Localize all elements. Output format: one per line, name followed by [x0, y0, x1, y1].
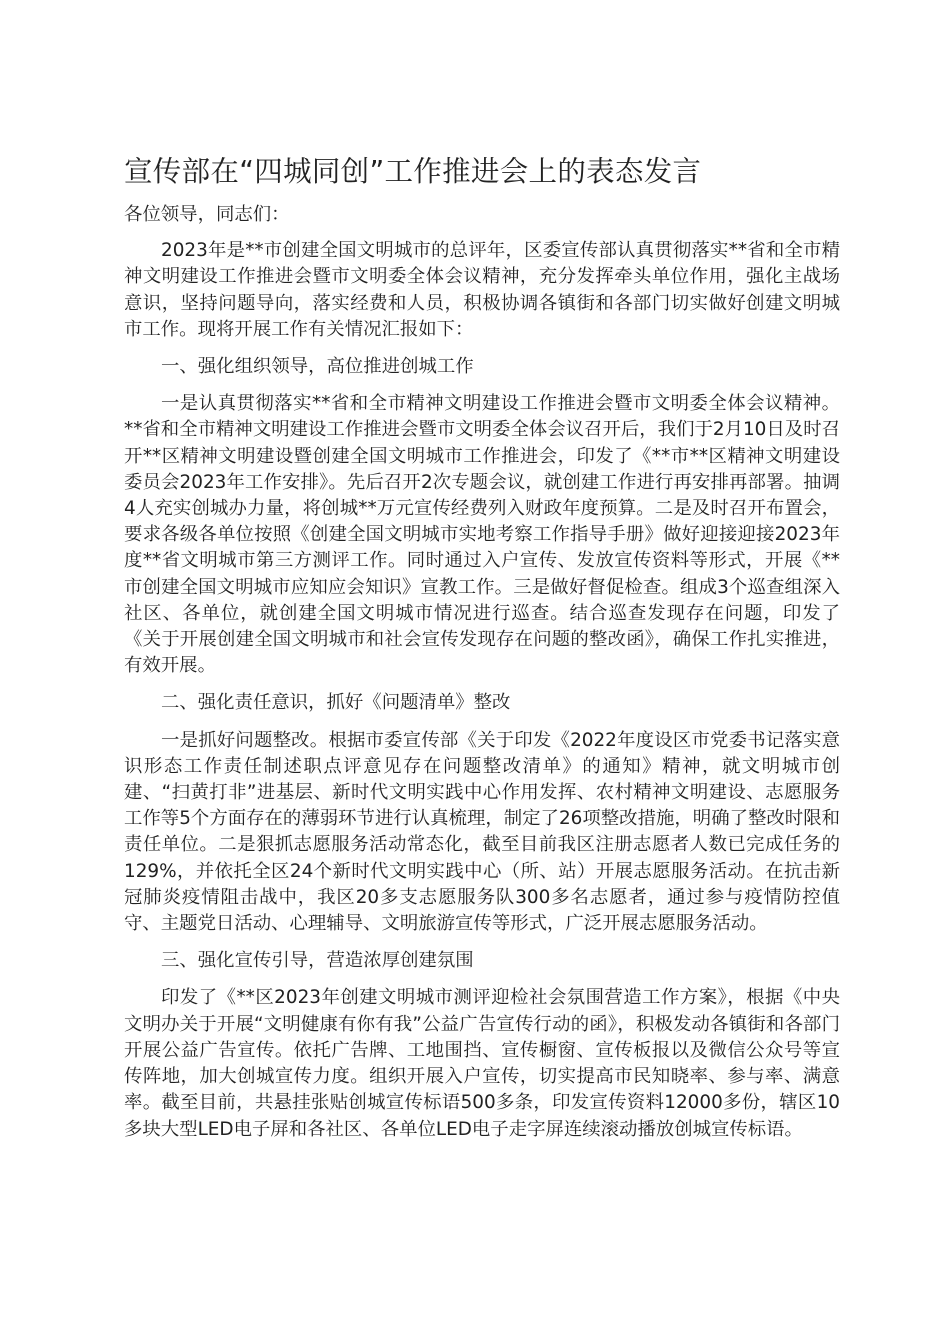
document-page [124, 150, 840, 1143]
section-heading-3: 三、强化宣传引导，营造浓厚创建氛围 [161, 950, 474, 972]
section-heading-1: 一、强化组织领导，高位推进创城工作 [161, 356, 474, 378]
greeting: 各位领导，同志们： [124, 204, 290, 225]
intro-paragraph: 2023年是**市创建全国文明城市的总评年，区委宣传部认真贯彻落实**省和全市精神文明建设工作推进会暨市文明委全体会议精神，充分发挥牵头单位作用，强化主战场意识，坚持问题导向，落实经费和人员，积极协调各镇街和各部门切实做好创建文明城市工作。现将开展工作有关情况汇报如下： [124, 240, 840, 340]
section-2-body: 一是抓好问题整改。根据市委宣传部《关于印发《2022年度设区市党委书记落实意识形态工作责任制述职点评意见存在问题整改清单》的通知》精神，就文明城市创建、“扫黄打非”进基层、新时代文明实践中心作用发挥、农村精神文明建设、志愿服务工作等5个方面存在的薄弱环节进行认真梳理，制定了26项整改措施，明确了整改时限和责任单位。二是狠抓志愿服务活动常态化，截至目前我区注册志愿者人数已完成任务的129%，并依托全区24个新时代文明实践中心（所、站）开展志愿服务活动。在抗击新冠肺炎疫情阻击战中，我区20多支志愿服务队300多名志愿者，通过参与疫情防控值守、主题党日活动、心理辅导、文明旅游宣传等形式，广泛开展志愿服务活动。 [124, 729, 840, 935]
section-heading-2: 二、强化责任意识，抓好《问题清单》整改 [161, 692, 511, 714]
section-3-body: 印发了《**区2023年创建文明城市测评迎检社会氛围营造工作方案》，根据《中央文明办关于开展“文明健康有你有我”公益广告宣传行动的函》，积极发动各镇街和各部门开展公益广告宣传。依托广告牌、工地围挡、宣传橱窗、宣传板报以及微信公众号等宣传阵地，加大创城宣传力度。组织开展入户宣传，切实提高市民知晓率、参与率、满意率。截至目前，共悬挂张贴创城宣传标语500多条，印发宣传资料12000多份，辖区10多块大型LED电子屏和各社区、各单位LED电子走字屏连续滚动播放创城宣传标语。 [124, 987, 840, 1140]
document-title: 宣传部在“四城同创”工作推进会上的表态发言 [124, 155, 702, 188]
section-1-body: 一是认真贯彻落实**省和全市精神文明建设工作推进会暨市文明委全体会议精神。**省和全市精神文明建设工作推进会暨市文明委全体会议召开后，我们于2月10日及时召开**区精神文明建设暨创建全国文明城市工作推进会，印发了《**市**区精神文明建设委员会2023年工作安排》。先后召开2次专题会议，就创建工作进行再安排再部署。抽调4人充实创城办力量，将创城**万元宣传经费列入财政年度预算。二是及时召开布置会，要求各级各单位按照《创建全国文明城市实地考察工作指导手册》做好迎接迎接2023年度**省文明城市第三方测评工作。同时通过入户宣传、发放宣传资料等形式，开展《**市创建全国文明城市应知应会知识》宣教工作。三是做好督促检查。组成3个巡查组深入社区、各单位，就创建全国文明城市情况进行巡查。结合巡查发现存在问题，印发了《关于开展创建全国文明城市和社会宣传发现存在问题的整改函》，确保工作扎实推进，有效开展。 [124, 393, 840, 677]
